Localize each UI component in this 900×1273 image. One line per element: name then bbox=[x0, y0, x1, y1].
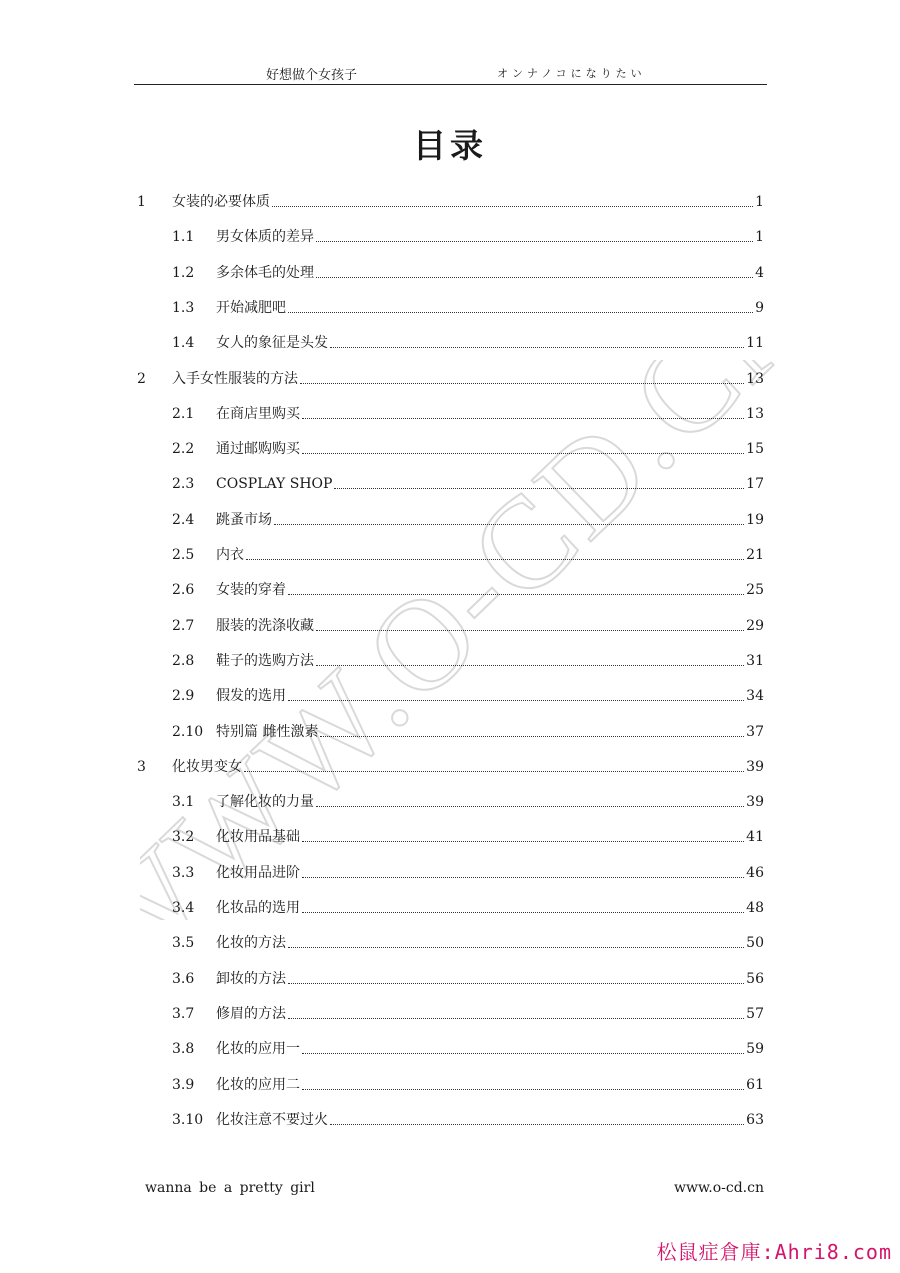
toc-entry-title: 化妆的方法 bbox=[216, 935, 286, 951]
toc-entry[interactable] bbox=[172, 474, 764, 494]
toc-dot-leader bbox=[316, 664, 744, 666]
toc-dot-leader bbox=[302, 840, 744, 842]
toc-entry[interactable] bbox=[137, 192, 764, 212]
toc-entry-title: 内衣 bbox=[216, 547, 244, 563]
toc-entry-title: 化妆的应用二 bbox=[216, 1077, 300, 1093]
toc-entry-page: 13 bbox=[746, 406, 764, 422]
toc-entry-title: 化妆男变女 bbox=[172, 759, 242, 775]
toc-dot-leader bbox=[300, 382, 744, 384]
toc-entry-number: 3.10 bbox=[172, 1112, 204, 1128]
toc-dot-leader bbox=[320, 735, 744, 737]
toc-entry-number: 3 bbox=[137, 759, 146, 775]
toc-dot-leader bbox=[244, 770, 744, 772]
toc-entry[interactable] bbox=[172, 580, 764, 600]
toc-entry-page: 31 bbox=[746, 653, 764, 669]
toc-entry-title: 化妆用品基础 bbox=[216, 829, 300, 845]
toc-entry-title: 化妆注意不要过火 bbox=[216, 1112, 328, 1128]
watermark-text: WWW.O-CD.CN bbox=[140, 360, 780, 920]
toc-dot-leader bbox=[274, 523, 744, 525]
toc-dot-leader bbox=[272, 205, 753, 207]
toc-entry-title: 男女体质的差异 bbox=[216, 229, 314, 245]
toc-entry-page: 4 bbox=[755, 265, 764, 281]
toc-entry-page: 9 bbox=[755, 300, 764, 316]
toc-entry-title: 假发的选用 bbox=[216, 688, 286, 704]
toc-entry[interactable] bbox=[172, 545, 764, 565]
toc-entry-page: 56 bbox=[746, 971, 764, 987]
toc-entry-title: 了解化妆的力量 bbox=[216, 794, 314, 810]
toc-entry-title: 化妆用品进阶 bbox=[216, 865, 300, 881]
toc-entry[interactable] bbox=[172, 969, 764, 989]
toc-entry-title: 女装的必要体质 bbox=[172, 194, 270, 210]
toc-entry[interactable] bbox=[172, 227, 764, 247]
toc-entry-title: 修眉的方法 bbox=[216, 1006, 286, 1022]
toc-entry-page: 46 bbox=[746, 865, 764, 881]
toc-entry-title: 化妆的应用一 bbox=[216, 1041, 300, 1057]
toc-entry-number: 1.3 bbox=[172, 300, 195, 316]
toc-entry[interactable] bbox=[172, 333, 764, 353]
toc-entry-page: 29 bbox=[746, 618, 764, 634]
toc-entry-number: 3.8 bbox=[172, 1041, 195, 1057]
page-header bbox=[134, 58, 767, 85]
toc-entry[interactable] bbox=[172, 1039, 764, 1059]
toc-dot-leader bbox=[302, 876, 744, 878]
toc-entry-page: 1 bbox=[755, 229, 764, 245]
toc-entry-page: 37 bbox=[746, 724, 764, 740]
toc-entry-number: 3.4 bbox=[172, 900, 195, 916]
toc-entry-number: 3.1 bbox=[172, 794, 195, 810]
toc-entry-title: 女人的象征是头发 bbox=[216, 335, 328, 351]
toc-entry-page: 39 bbox=[746, 759, 764, 775]
toc-entry-title: 服装的洗涤收藏 bbox=[216, 618, 314, 634]
toc-entry[interactable] bbox=[172, 263, 764, 283]
toc-dot-leader bbox=[288, 593, 744, 595]
toc-entry[interactable] bbox=[172, 616, 764, 636]
toc-entry-title: 特别篇 雌性激素 bbox=[216, 724, 319, 740]
toc-entry-page: 25 bbox=[746, 582, 764, 598]
toc-entry-title: 女装的穿着 bbox=[216, 582, 286, 598]
toc-entry-number: 3.9 bbox=[172, 1077, 195, 1093]
toc-entry-page: 59 bbox=[746, 1041, 764, 1057]
toc-entry-page: 34 bbox=[746, 688, 764, 704]
toc-entry-number: 2.4 bbox=[172, 512, 195, 528]
toc-entry[interactable] bbox=[172, 439, 764, 459]
page-title: 目录 bbox=[413, 126, 487, 165]
toc-entry-number: 2.1 bbox=[172, 406, 195, 422]
toc-entry-title: 在商店里购买 bbox=[216, 406, 300, 422]
toc-dot-leader bbox=[302, 911, 744, 913]
toc-entry-page: 48 bbox=[746, 900, 764, 916]
toc-dot-leader bbox=[330, 1123, 744, 1125]
toc-dot-leader bbox=[288, 311, 753, 313]
toc-dot-leader bbox=[288, 982, 744, 984]
toc-entry[interactable] bbox=[137, 757, 764, 777]
toc-entry[interactable] bbox=[172, 722, 764, 742]
toc-entry[interactable] bbox=[172, 510, 764, 530]
toc-entry-number: 2.8 bbox=[172, 653, 195, 669]
toc-dot-leader bbox=[302, 1052, 744, 1054]
toc-entry-page: 63 bbox=[746, 1112, 764, 1128]
toc-entry-number: 1.4 bbox=[172, 335, 195, 351]
toc-entry[interactable] bbox=[172, 863, 764, 883]
toc-entry-page: 19 bbox=[746, 512, 764, 528]
toc-entry-number: 3.5 bbox=[172, 935, 195, 951]
toc-entry-number: 1.1 bbox=[172, 229, 195, 245]
toc-entry[interactable] bbox=[172, 827, 764, 847]
toc-entry-number: 1 bbox=[137, 194, 146, 210]
toc-entry-page: 17 bbox=[746, 476, 764, 492]
header-right-title: オンナノコになりたい bbox=[497, 67, 646, 80]
toc-entry-number: 2.3 bbox=[172, 476, 195, 492]
header-left-title: 好想做个女孩子 bbox=[266, 68, 358, 83]
toc-dot-leader bbox=[302, 452, 744, 454]
toc-entry-number: 2.10 bbox=[172, 724, 204, 740]
toc-entry-page: 13 bbox=[746, 371, 764, 387]
toc-dot-leader bbox=[334, 487, 744, 489]
toc-entry-number: 3.6 bbox=[172, 971, 195, 987]
toc-entry-number: 2.2 bbox=[172, 441, 195, 457]
corner-watermark-tag: 松鼠症倉庫:Ahri8.com bbox=[656, 1240, 892, 1264]
toc-dot-leader bbox=[330, 346, 744, 348]
toc-entry[interactable] bbox=[172, 792, 764, 812]
toc-dot-leader bbox=[316, 629, 744, 631]
toc-entry[interactable] bbox=[172, 298, 764, 318]
toc-entry-number: 3.7 bbox=[172, 1006, 195, 1022]
toc-entry-number: 2.6 bbox=[172, 582, 195, 598]
toc-entry-number: 2 bbox=[137, 371, 146, 387]
toc-entry-number: 2.7 bbox=[172, 618, 195, 634]
toc-dot-leader bbox=[288, 1017, 744, 1019]
toc-entry-page: 21 bbox=[746, 547, 764, 563]
toc-entry[interactable] bbox=[172, 1075, 764, 1095]
toc-entry[interactable] bbox=[172, 1110, 764, 1130]
toc-entry-title: 跳蚤市场 bbox=[216, 512, 272, 528]
toc-entry-page: 11 bbox=[746, 335, 764, 351]
toc-entry-title: 多余体毛的处理 bbox=[216, 265, 314, 281]
toc-entry[interactable] bbox=[172, 686, 764, 706]
toc-entry[interactable] bbox=[172, 933, 764, 953]
footer-right-url: www.o-cd.cn bbox=[673, 1180, 764, 1196]
toc-entry[interactable] bbox=[137, 369, 764, 389]
toc-entry-page: 41 bbox=[746, 829, 764, 845]
toc-entry-page: 15 bbox=[746, 441, 764, 457]
toc-dot-leader bbox=[302, 417, 744, 419]
toc-entry-title: 化妆品的选用 bbox=[216, 900, 300, 916]
toc-entry[interactable] bbox=[172, 1004, 764, 1024]
toc-entry-number: 3.2 bbox=[172, 829, 195, 845]
toc-entry-page: 39 bbox=[746, 794, 764, 810]
toc-entry[interactable] bbox=[172, 404, 764, 424]
toc-dot-leader bbox=[288, 946, 744, 948]
toc-entry-page: 57 bbox=[746, 1006, 764, 1022]
toc-entry-number: 3.3 bbox=[172, 865, 195, 881]
toc-entry-title: 开始减肥吧 bbox=[216, 300, 286, 316]
toc-entry-title: 通过邮购购买 bbox=[216, 441, 300, 457]
toc-entry-number: 2.5 bbox=[172, 547, 195, 563]
toc-entry-number: 2.9 bbox=[172, 688, 195, 704]
toc-entry[interactable] bbox=[172, 898, 764, 918]
toc-entry-page: 50 bbox=[746, 935, 764, 951]
toc-dot-leader bbox=[246, 558, 744, 560]
toc-entry-title: COSPLAY SHOP bbox=[216, 476, 333, 492]
toc-entry-page: 1 bbox=[755, 194, 764, 210]
toc-entry[interactable] bbox=[172, 651, 764, 671]
toc-entry-title: 鞋子的选购方法 bbox=[216, 653, 314, 669]
toc-dot-leader bbox=[316, 276, 753, 278]
toc-entry-page: 61 bbox=[746, 1077, 764, 1093]
toc-entry-title: 入手女性服装的方法 bbox=[172, 371, 298, 387]
toc-dot-leader bbox=[316, 805, 744, 807]
toc-dot-leader bbox=[302, 1088, 744, 1090]
toc-dot-leader bbox=[288, 699, 744, 701]
toc-entry-number: 1.2 bbox=[172, 265, 195, 281]
footer-left-text: wanna be a pretty girl bbox=[145, 1180, 315, 1196]
toc-dot-leader bbox=[316, 240, 753, 242]
toc-entry-title: 卸妆的方法 bbox=[216, 971, 286, 987]
